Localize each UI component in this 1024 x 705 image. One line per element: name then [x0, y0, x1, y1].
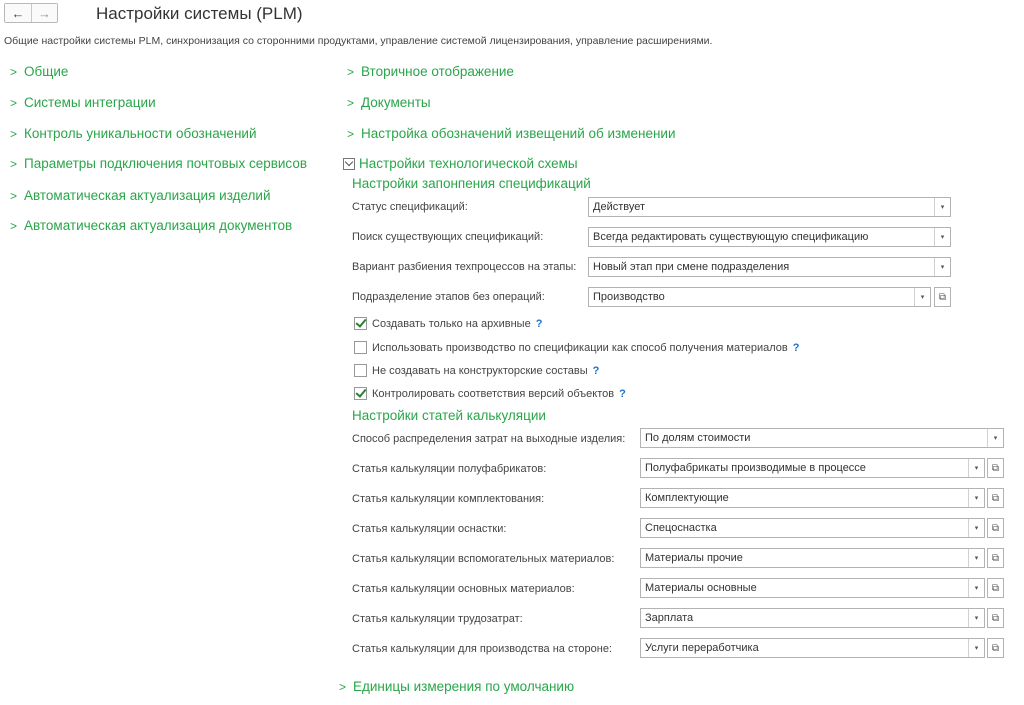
- cost-distribution-label: Способ распределения затрат на выходные изделия:: [352, 433, 626, 445]
- open-icon[interactable]: ⧉: [934, 287, 951, 307]
- forward-arrow-icon[interactable]: →: [31, 4, 57, 22]
- checkbox-no-design-compositions[interactable]: [354, 364, 367, 377]
- calc-labor-label: Статья калькуляции трудозатрат:: [352, 613, 523, 625]
- group-documents[interactable]: [347, 95, 431, 110]
- dropdown-arrow-icon[interactable]: ▾: [968, 459, 984, 477]
- group-change-notice-designations[interactable]: [347, 126, 676, 141]
- spec-status-select[interactable]: [588, 197, 951, 217]
- group-label: Единицы измерения по умолчанию: [353, 679, 575, 694]
- stage-division-label: Подразделение этапов без операций:: [352, 291, 545, 303]
- checkbox-row-archive-only[interactable]: [354, 317, 542, 330]
- checkbox-row-version-control[interactable]: [354, 387, 626, 400]
- checkbox-archive-only[interactable]: [354, 317, 367, 330]
- group-auto-update-items[interactable]: [10, 188, 271, 203]
- checkbox-label: Создавать только на архивные: [372, 317, 531, 330]
- group-label: Параметры подключения почтовых сервисов: [24, 156, 308, 171]
- group-label: Общие: [24, 64, 69, 79]
- dropdown-arrow-icon[interactable]: ▾: [934, 198, 950, 216]
- calc-labor-select[interactable]: [640, 608, 985, 628]
- dropdown-arrow-icon[interactable]: ▾: [914, 288, 930, 306]
- calc-outsourcing-label: Статья калькуляции для производства на стороне:: [352, 643, 612, 655]
- group-secondary-display[interactable]: [347, 64, 514, 79]
- calc-main-materials-label: Статья калькуляции основных материалов:: [352, 583, 575, 595]
- chevron-right-icon: >: [10, 156, 18, 171]
- page-subtitle: Общие настройки системы PLM, синхронизация со сторонними продуктами, управление системой лицензирования, управление расширениями.: [4, 35, 713, 47]
- group-label: Документы: [361, 95, 431, 110]
- stage-division-select[interactable]: [588, 287, 931, 307]
- chevron-right-icon: >: [339, 679, 347, 694]
- spec-search-select[interactable]: [588, 227, 951, 247]
- open-icon[interactable]: ⧉: [987, 638, 1004, 658]
- chevron-right-icon: >: [10, 95, 18, 110]
- select-value: Производство: [593, 291, 665, 303]
- checkbox-label: Не создавать на конструкторские составы: [372, 364, 588, 377]
- spec-section-title: Настройки запонпения спецификаций: [352, 176, 591, 191]
- dropdown-arrow-icon[interactable]: ▾: [934, 228, 950, 246]
- back-arrow-icon[interactable]: ←: [5, 4, 31, 22]
- process-split-label: Вариант разбиения техпроцессов на этапы:: [352, 261, 577, 273]
- spec-search-label: Поиск существующих спецификаций:: [352, 231, 544, 243]
- checkbox-label: Использовать производство по спецификации как способ получения материалов: [372, 341, 788, 354]
- open-icon[interactable]: ⧉: [987, 458, 1004, 478]
- checkbox-use-spec-production[interactable]: [354, 341, 367, 354]
- calc-semi-finished-label: Статья калькуляции полуфабрикатов:: [352, 463, 547, 475]
- dropdown-arrow-icon[interactable]: ▾: [968, 639, 984, 657]
- spec-status-label: Статус спецификаций:: [352, 201, 468, 213]
- help-icon[interactable]: ?: [619, 387, 626, 400]
- calc-outsourcing-select[interactable]: [640, 638, 985, 658]
- calc-semi-finished-select[interactable]: [640, 458, 985, 478]
- open-icon[interactable]: ⧉: [987, 608, 1004, 628]
- dropdown-arrow-icon[interactable]: ▾: [968, 489, 984, 507]
- calc-aux-materials-label: Статья калькуляции вспомогательных материалов:: [352, 553, 615, 565]
- group-label: Контроль уникальности обозначений: [24, 126, 257, 141]
- chevron-right-icon: >: [10, 188, 18, 203]
- select-value: Услуги переработчика: [645, 642, 759, 654]
- dropdown-arrow-icon[interactable]: ▾: [968, 519, 984, 537]
- dropdown-arrow-icon[interactable]: ▾: [968, 549, 984, 567]
- open-icon[interactable]: ⧉: [987, 578, 1004, 598]
- select-value: Новый этап при смене подразделения: [593, 261, 790, 273]
- group-label: Автоматическая актуализация документов: [24, 218, 293, 233]
- group-tech-scheme[interactable]: [343, 156, 578, 171]
- process-split-select[interactable]: [588, 257, 951, 277]
- checkbox-row-no-design-compositions[interactable]: [354, 364, 599, 377]
- cost-distribution-select[interactable]: [640, 428, 1004, 448]
- chevron-right-icon: >: [10, 218, 18, 233]
- group-uniqueness-control[interactable]: [10, 126, 256, 141]
- group-label: Автоматическая актуализация изделий: [24, 188, 271, 203]
- select-value: Спецоснастка: [645, 522, 717, 534]
- chevron-right-icon: >: [347, 64, 355, 79]
- checkbox-label: Контролировать соответствия версий объектов: [372, 387, 615, 400]
- chevron-right-icon: >: [347, 95, 355, 110]
- select-value: Зарплата: [645, 612, 694, 624]
- calc-components-label: Статья калькуляции комплектования:: [352, 493, 545, 505]
- help-icon[interactable]: ?: [535, 317, 543, 330]
- select-value: По долям стоимости: [645, 432, 751, 444]
- group-auto-update-documents[interactable]: [10, 218, 292, 233]
- open-icon[interactable]: ⧉: [987, 488, 1004, 508]
- help-icon[interactable]: ?: [592, 364, 600, 377]
- chevron-down-icon: [343, 158, 355, 170]
- chevron-right-icon: >: [347, 126, 355, 141]
- group-integration-systems[interactable]: [10, 95, 156, 110]
- select-value: Полуфабрикаты производимые в процессе: [645, 462, 866, 474]
- open-icon[interactable]: ⧉: [987, 548, 1004, 568]
- calc-main-materials-select[interactable]: [640, 578, 985, 598]
- checkbox-version-control[interactable]: [354, 387, 367, 400]
- select-value: Комплектующие: [645, 492, 729, 504]
- help-icon[interactable]: ?: [792, 341, 800, 354]
- select-value: Действует: [593, 201, 646, 213]
- chevron-right-icon: >: [10, 126, 18, 141]
- select-value: Материалы прочие: [645, 552, 743, 564]
- dropdown-arrow-icon[interactable]: ▾: [968, 609, 984, 627]
- group-mail-services[interactable]: [10, 156, 307, 171]
- group-label: Настройка обозначений извещений об изменении: [361, 126, 676, 141]
- checkbox-row-use-spec-production[interactable]: [354, 341, 799, 354]
- page-title: Настройки системы (PLM): [96, 4, 303, 23]
- group-general[interactable]: [10, 64, 68, 79]
- group-label: Вторичное отображение: [361, 64, 514, 79]
- open-icon[interactable]: ⧉: [987, 518, 1004, 538]
- dropdown-arrow-icon[interactable]: ▾: [934, 258, 950, 276]
- select-value: Материалы основные: [645, 582, 757, 594]
- dropdown-arrow-icon[interactable]: ▾: [987, 429, 1003, 447]
- calc-section-title: Настройки статей калькуляции: [352, 408, 546, 423]
- group-default-units[interactable]: [339, 679, 574, 694]
- calc-components-select[interactable]: [640, 488, 985, 508]
- group-label: Настройки технологической схемы: [359, 156, 578, 171]
- nav-buttons: [4, 3, 58, 23]
- select-value: Всегда редактировать существующую спецификацию: [593, 231, 869, 243]
- calc-tooling-select[interactable]: [640, 518, 985, 538]
- calc-aux-materials-select[interactable]: [640, 548, 985, 568]
- chevron-right-icon: >: [10, 64, 18, 79]
- group-label: Системы интеграции: [24, 95, 156, 110]
- dropdown-arrow-icon[interactable]: ▾: [968, 579, 984, 597]
- calc-tooling-label: Статья калькуляции оснастки:: [352, 523, 507, 535]
